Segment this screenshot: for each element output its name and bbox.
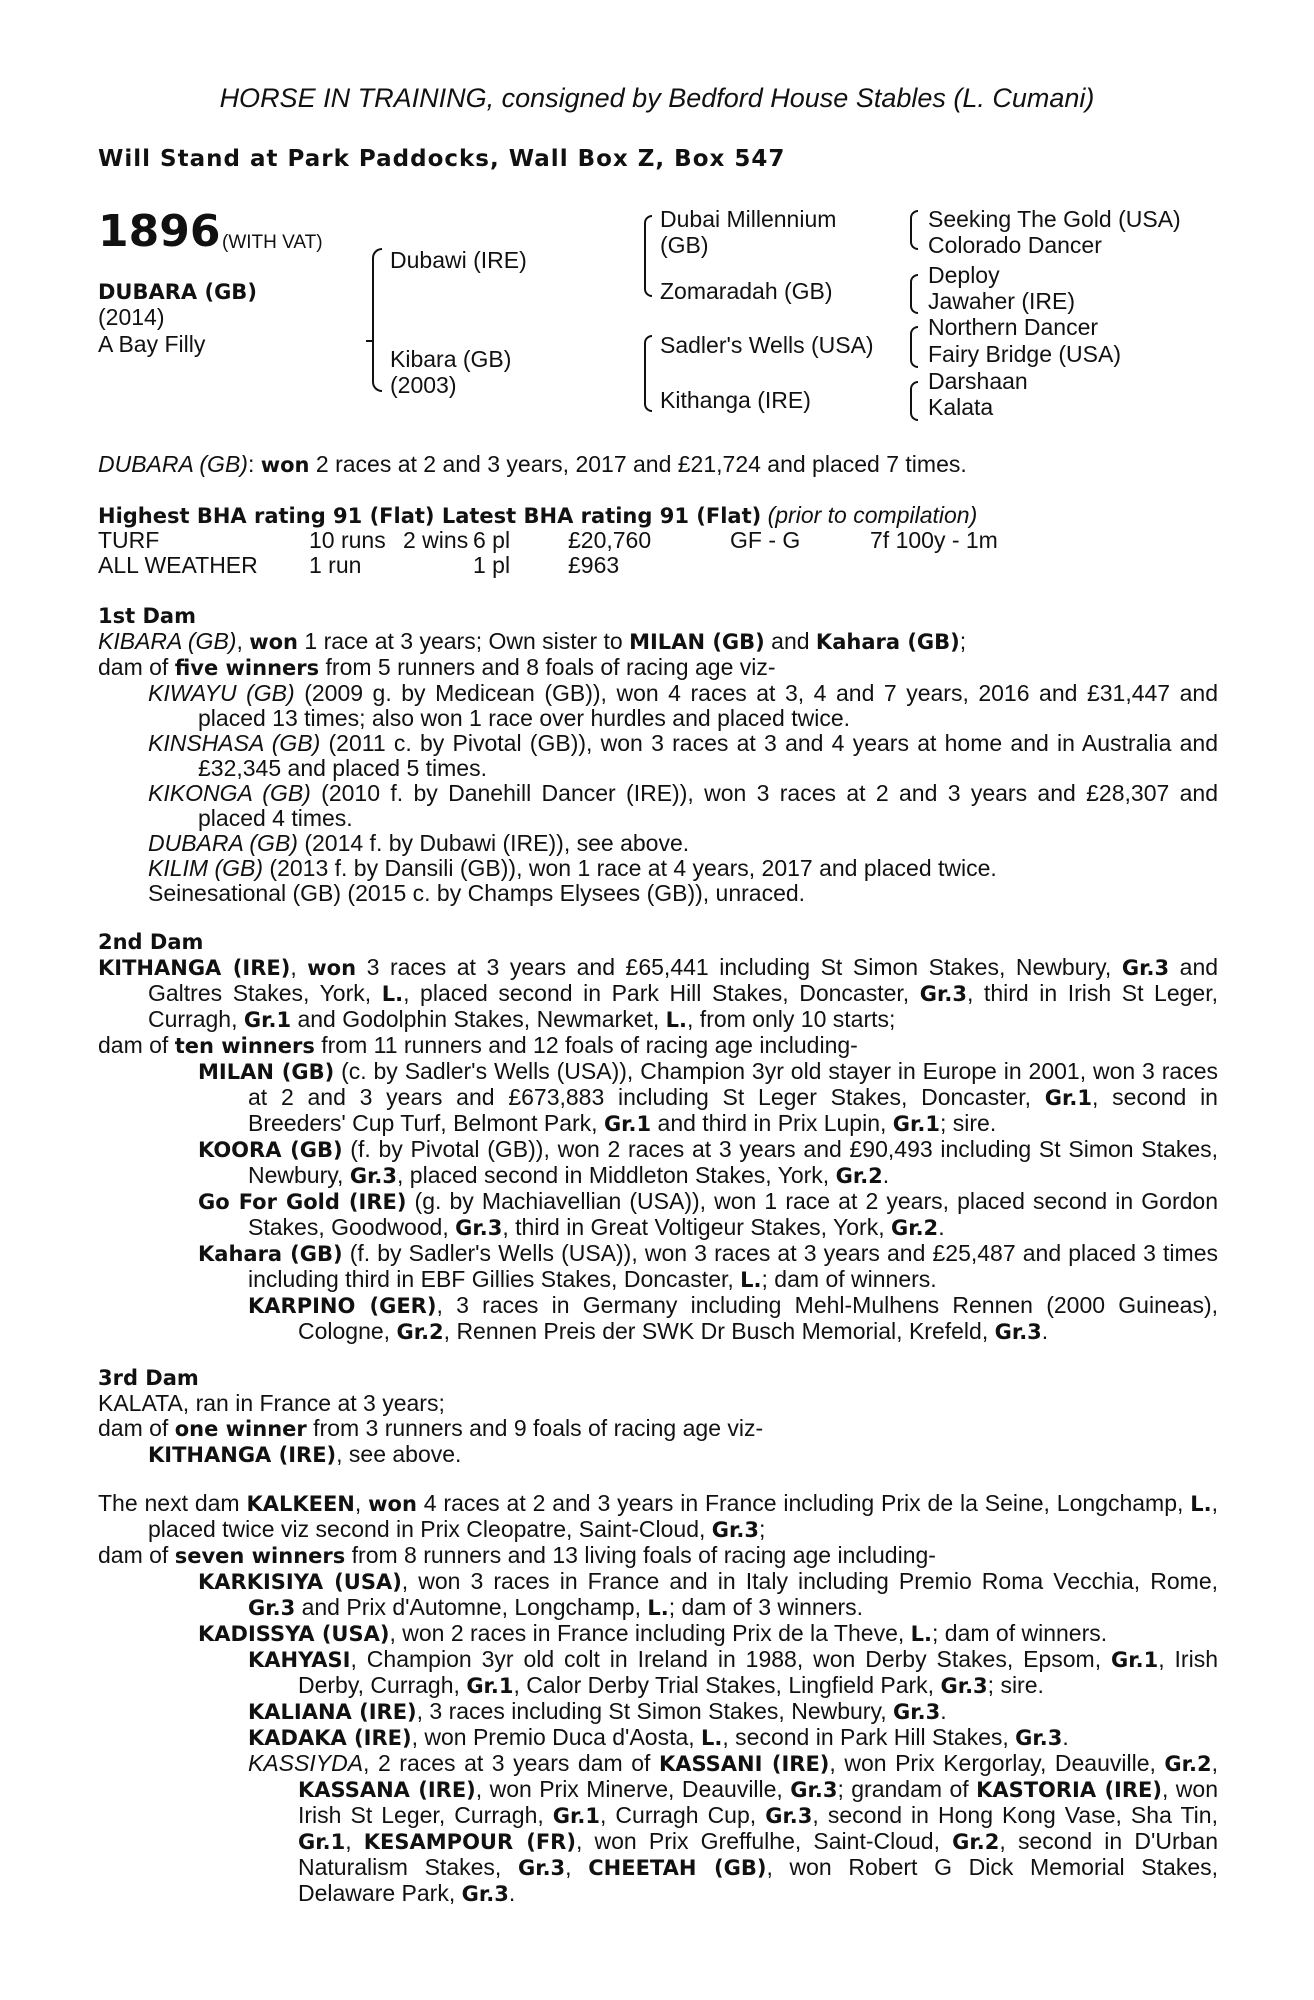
third-dam-section (98, 1366, 1218, 1468)
pedigree-brace (372, 248, 382, 342)
dam-produce-summary: dam of one winner from 3 runners and 9 foals of racing age viz- (98, 1415, 764, 1441)
produce-entry: KASSIYDA, 2 races at 3 years dam of KASSANI (IRE), won Prix Kergorlay, Deauville, Gr.2, KASSANA (IRE), won Prix Minerve, Deauville, Gr.3; grandam of KASTORIA (IRE), won Irish St Leger, Curragh, Gr.1, Curragh Cup, Gr.3, second in Hong Kong Vase, Sha Tin, Gr.1, KESAMPOUR (FR), won Prix Greffulhe, Saint-Cloud, Gr.2, second in D'Urban Naturalism Stakes, Gr.3, CHEETAH (GB), won Robert G Dick Memorial Stakes, Delaware Park, Gr.3. (248, 1750, 1219, 1906)
pedigree-gen3-2: Colorado Dancer (928, 232, 1102, 258)
dam-produce-summary: dam of five winners from 5 runners and 8 foals of racing age viz- (98, 654, 776, 680)
catalogue-header: HORSE IN TRAINING, consigned by Bedford House Stables (L. Cumani) (219, 83, 1095, 113)
pedigree-dam-dam: Kithanga (IRE) (660, 387, 811, 413)
pedigree-sire: Dubawi (IRE) (390, 247, 527, 273)
produce-entry: KIWAYU (GB) (2009 g. by Medicean (GB)), won 4 races at 3, 4 and 7 years, 2016 and £31,447 and placed 13 times; also won 1 race over hurdles and placed twice. (148, 680, 1218, 731)
produce-entry: Seinesational (GB) (2015 c. by Champs Elysees (GB)), unraced. (148, 880, 806, 906)
rating-heading: Highest BHA rating 91 (Flat) Latest BHA rating 91 (Flat) (prior to compilation) (98, 502, 978, 528)
produce-entry: KALIANA (IRE), 3 races including St Simon Stakes, Newbury, Gr.3. (248, 1698, 947, 1724)
pedigree-gen3-3: Deploy (928, 262, 1000, 288)
lot-number: 1896 (98, 206, 221, 257)
pedigree-brace (372, 340, 382, 392)
horse-year: (2014) (98, 304, 165, 330)
dam-record: KIBARA (GB), won 1 race at 3 years; Own sister to MILAN (GB) and Kahara (GB); (98, 628, 967, 654)
race-summary: DUBARA (GB): won 2 races at 2 and 3 years, 2017 and £21,724 and placed 7 times. (98, 451, 967, 477)
produce-entry: KOORA (GB) (f. by Pivotal (GB)), won 2 races at 3 years and £90,493 including St Simon Stakes, Newbury, Gr.3, placed second in Middleton Stakes, York, Gr.2. (198, 1136, 1218, 1188)
dam-produce-summary: dam of seven winners from 8 runners and 13 living foals of racing age including- (98, 1542, 936, 1568)
produce-entry: Go For Gold (IRE) (g. by Machiavellian (USA)), won 1 race at 2 years, placed second in Gordon Stakes, Goodwood, Gr.3, third in Great Voltigeur Stakes, York, Gr.2. (198, 1188, 1218, 1240)
section-heading: 1st Dam (98, 604, 196, 628)
first-dam-section (98, 604, 1218, 906)
pedigree-gen3-4: Jawaher (IRE) (928, 288, 1075, 314)
pedigree-gen3-8: Kalata (928, 394, 994, 420)
pedigree-sire-dam: Zomaradah (GB) (660, 278, 833, 304)
next-dam-section (98, 1491, 1218, 1907)
section-heading: 3rd Dam (98, 1366, 199, 1390)
produce-entry: KADAKA (IRE), won Premio Duca d'Aosta, L., second in Park Hill Stakes, Gr.3. (248, 1724, 1069, 1750)
produce-entry: KARPINO (GER), 3 races in Germany including Mehl-Mulhens Rennen (2000 Guineas), Cologne, Gr.2, Rennen Preis der SWK Dr Busch Memorial, Krefeld, Gr.3. (248, 1292, 1218, 1344)
horse-description: A Bay Filly (98, 331, 206, 357)
produce-entry: KITHANGA (IRE), see above. (148, 1441, 462, 1467)
produce-entry: MILAN (GB) (c. by Sadler's Wells (USA)), Champion 3yr old stayer in Europe in 2001, won 3 races at 2 and 3 years and £673,883 including St Leger Stakes, Doncaster, Gr.1, second in Breeders' Cup Turf, Belmont Park, Gr.1 and third in Prix Lupin, Gr.1; sire. (198, 1058, 1218, 1136)
dam-record: The next dam KALKEEN, won 4 races at 2 and 3 years in France including Prix de la Seine, Longchamp, L., placed twice viz second in Prix Cleopatre, Saint-Cloud, Gr.3; (98, 1490, 1218, 1542)
dam-record: KITHANGA (IRE), won 3 races at 3 years and £65,441 including St Simon Stakes, Newbury, Gr.3 and Galtres Stakes, York, L., placed second in Park Hill Stakes, Doncaster, Gr.3, third in Irish St Leger, Curragh, Gr.1 and Godolphin Stakes, Newmarket, L., from only 10 starts; (98, 954, 1219, 1032)
pedigree-gen3-1: Seeking The Gold (USA) (928, 206, 1181, 232)
produce-entry: KINSHASA (GB) (2011 c. by Pivotal (GB)), won 3 races at 3 and 4 years at home and in Australia and £32,345 and placed 5 times. (148, 730, 1218, 781)
produce-entry: DUBARA (GB) (2014 f. by Dubawi (IRE)), see above. (148, 830, 690, 856)
second-dam-section (98, 930, 1218, 1345)
section-heading: 2nd Dam (98, 930, 204, 954)
pedigree-gen3-5: Northern Dancer (928, 314, 1099, 340)
pedigree-gen3-6: Fairy Bridge (USA) (928, 341, 1121, 367)
dam-produce-summary: dam of ten winners from 11 runners and 12 foals of racing age including- (98, 1032, 858, 1058)
pedigree-dam-sire: Sadler's Wells (USA) (660, 332, 874, 358)
stand-location: Will Stand at Park Paddocks, Wall Box Z, Box 547 (98, 146, 786, 172)
horse-name: DUBARA (GB) (98, 280, 257, 304)
produce-entry: KADISSYA (USA), won 2 races in France including Prix de la Theve, L.; dam of winners. (198, 1620, 1108, 1646)
produce-entry: Kahara (GB) (f. by Sadler's Wells (USA)), won 3 races at 3 years and £25,487 and placed 3 times including third in EBF Gillies Stakes, Doncaster, L.; dam of winners. (198, 1240, 1218, 1292)
pedigree-sire-sire-country: (GB) (660, 232, 709, 258)
produce-entry: KARKISIYA (USA), won 3 races in France and in Italy including Premio Roma Vecchia, Rome, Gr.3 and Prix d'Automne, Longchamp, L.; dam of 3 winners. (198, 1568, 1219, 1620)
dam-record: KALATA, ran in France at 3 years; (98, 1390, 445, 1416)
produce-entry: KIKONGA (GB) (2010 f. by Danehill Dancer (IRE)), won 3 races at 2 and 3 years and £28,307 and placed 4 times. (148, 780, 1219, 831)
pedigree-sire-sire: Dubai Millennium (660, 206, 837, 232)
pedigree-gen3-7: Darshaan (928, 368, 1028, 394)
produce-entry: KILIM (GB) (2013 f. by Dansili (GB)), won 1 race at 4 years, 2017 and placed twice. (148, 855, 997, 881)
vat-note: (WITH VAT) (222, 232, 323, 253)
produce-entry: KAHYASI, Champion 3yr old colt in Ireland in 1988, won Derby Stakes, Epsom, Gr.1, Irish Derby, Curragh, Gr.1, Calor Derby Trial Stakes, Lingfield Park, Gr.3; sire. (248, 1646, 1218, 1698)
pedigree-dam: Kibara (GB) (390, 346, 512, 372)
pedigree-dam-year: (2003) (390, 372, 457, 398)
